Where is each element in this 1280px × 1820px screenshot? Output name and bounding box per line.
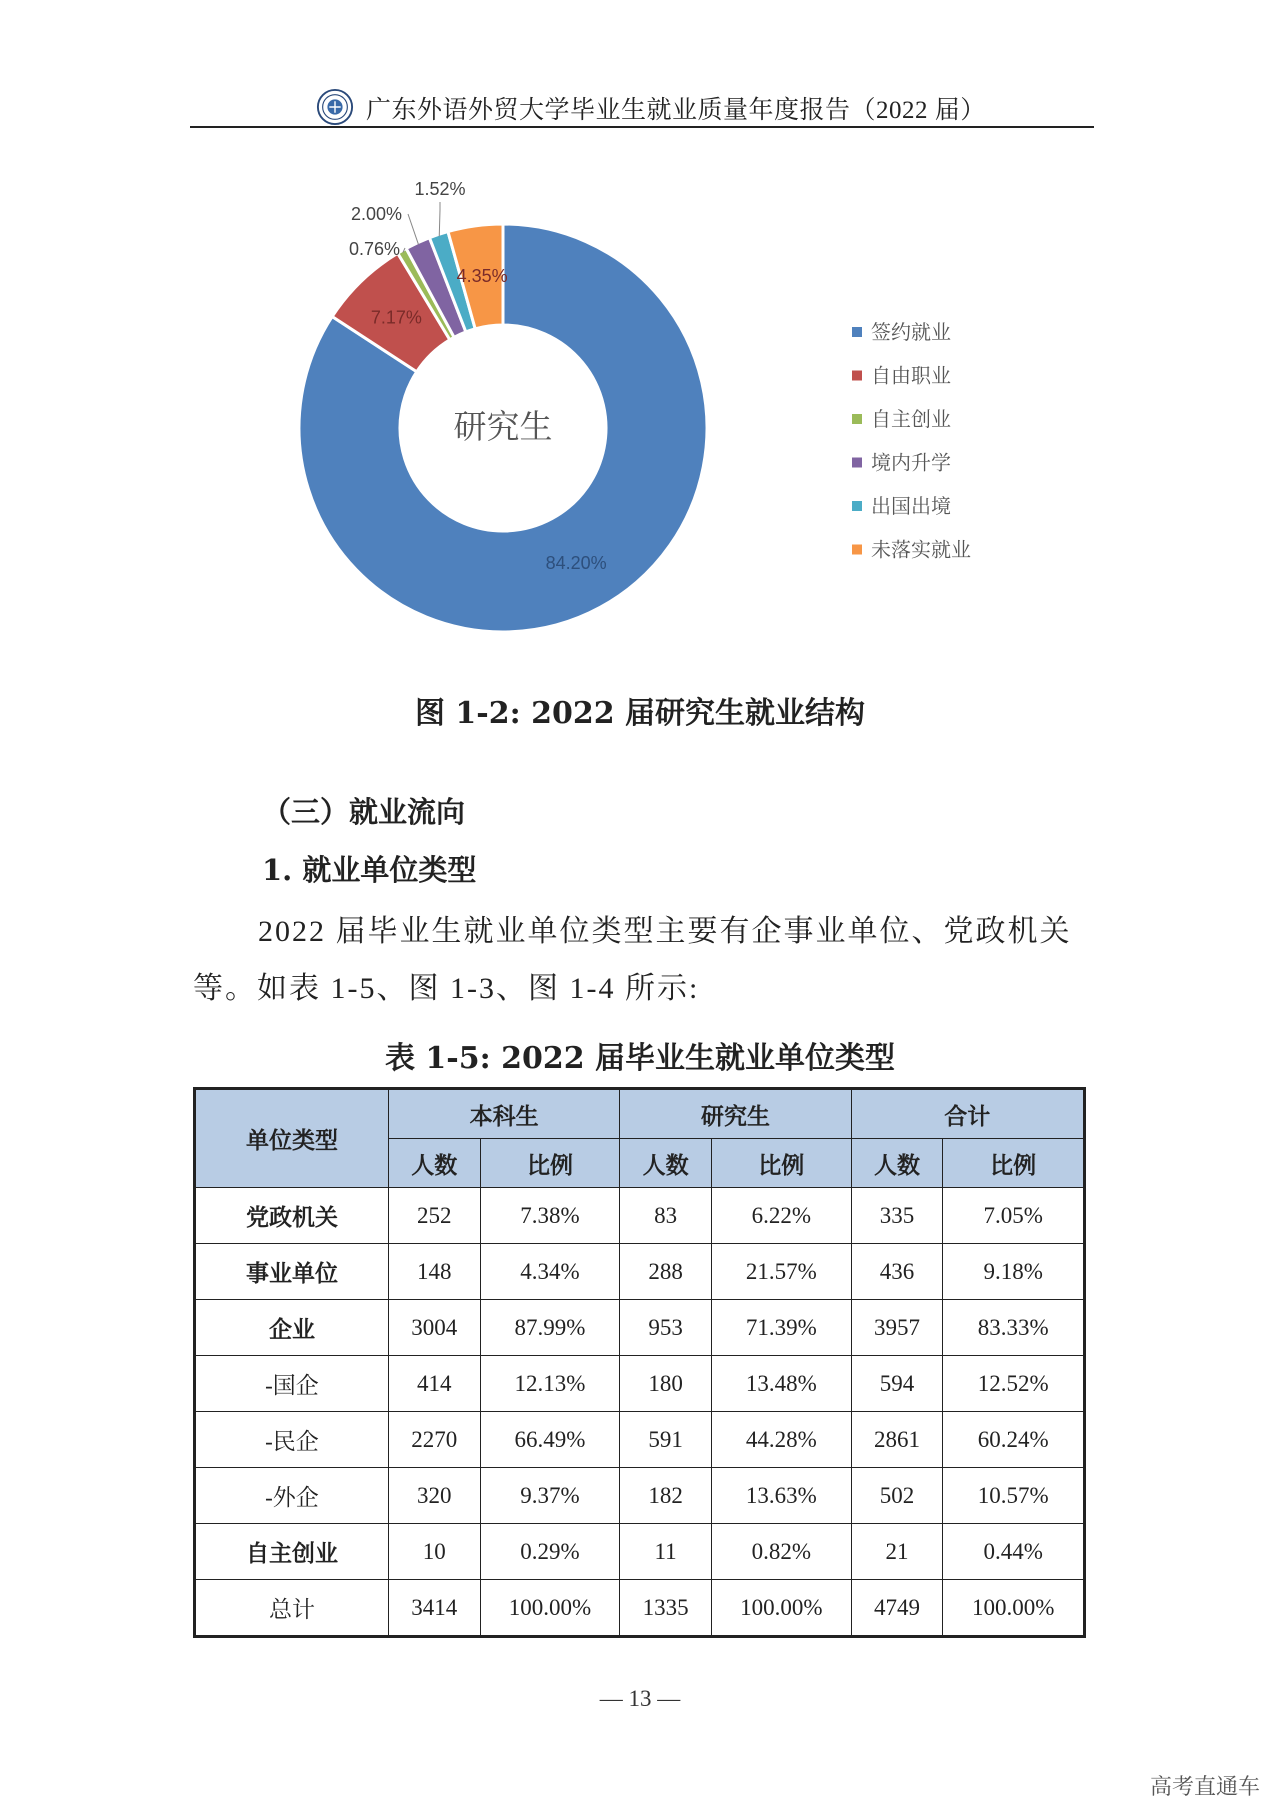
sub-header: 比例	[943, 1139, 1085, 1188]
group-header-postgrad: 研究生	[620, 1089, 851, 1139]
table-cell: 100.00%	[480, 1580, 620, 1637]
legend-label: 出国出境	[871, 496, 951, 518]
row-label: 企业	[195, 1300, 389, 1356]
table-row	[195, 1580, 1085, 1637]
table-cell: 60.24%	[943, 1412, 1085, 1468]
row-label: 事业单位	[195, 1244, 389, 1300]
table-cell: 9.37%	[480, 1468, 620, 1524]
legend-label: 境内升学	[871, 452, 951, 475]
table-cell: 100.00%	[943, 1580, 1085, 1637]
section-heading: （三）就业流向	[262, 795, 466, 829]
table-cell: 4749	[851, 1580, 943, 1637]
table-row	[195, 1468, 1085, 1524]
donut-chart	[0, 0, 1280, 680]
paragraph-line-2: 等。如表 1-5、图 1-3、图 1-4 所示:	[193, 972, 700, 1005]
table-cell: 10	[388, 1524, 480, 1580]
figure-caption: 图 1-2: 2022 届研究生就业结构	[414, 696, 866, 731]
value-label: 84.20%	[545, 552, 607, 573]
table-cell: 953	[620, 1300, 712, 1356]
table-cell: 3004	[388, 1300, 480, 1356]
table-cell: 335	[851, 1188, 943, 1244]
group-header-total: 合计	[851, 1089, 1084, 1139]
table-cell: 7.05%	[943, 1188, 1085, 1244]
table-cell: 2270	[388, 1412, 480, 1468]
table-cell: 83.33%	[943, 1300, 1085, 1356]
table-caption: 表 1-5: 2022 届毕业生就业单位类型	[384, 1041, 896, 1076]
leader-line	[439, 202, 440, 236]
table-cell: 182	[620, 1468, 712, 1524]
row-label: 自主创业	[195, 1524, 389, 1580]
table-cell: 21.57%	[711, 1244, 851, 1300]
table-cell: 0.82%	[711, 1524, 851, 1580]
legend-swatch	[852, 545, 862, 555]
section-subheading: 1. 就业单位类型	[262, 853, 477, 887]
table-row	[195, 1188, 1085, 1244]
row-label: 总计	[195, 1580, 389, 1637]
legend-label: 自由职业	[871, 365, 951, 388]
watermark: 高考直通车	[1149, 1774, 1260, 1799]
value-label: 7.17%	[370, 307, 422, 328]
table-cell: 0.44%	[943, 1524, 1085, 1580]
table-cell: 21	[851, 1524, 943, 1580]
table-cell: 66.49%	[480, 1412, 620, 1468]
table-row	[195, 1244, 1085, 1300]
table-cell: 44.28%	[711, 1412, 851, 1468]
legend-label: 自主创业	[871, 409, 951, 431]
table-cell: 12.13%	[480, 1356, 620, 1412]
legend-swatch	[852, 414, 862, 424]
legend-label: 签约就业	[871, 322, 951, 344]
legend-swatch	[852, 501, 862, 511]
table-cell: 100.00%	[711, 1580, 851, 1637]
group-header-undergrad: 本科生	[388, 1089, 619, 1139]
sub-header: 人数	[620, 1139, 712, 1188]
sub-header: 比例	[711, 1139, 851, 1188]
table-cell: 10.57%	[943, 1468, 1085, 1524]
table-cell: 7.38%	[480, 1188, 620, 1244]
sub-header: 比例	[480, 1139, 620, 1188]
table-cell: 0.29%	[480, 1524, 620, 1580]
row-label: -民企	[195, 1412, 389, 1468]
table-cell: 320	[388, 1468, 480, 1524]
table-row	[195, 1300, 1085, 1356]
row-label: 党政机关	[195, 1188, 389, 1244]
table-cell: 502	[851, 1468, 943, 1524]
sub-header: 人数	[851, 1139, 943, 1188]
table-cell: 591	[620, 1412, 712, 1468]
table-cell: 180	[620, 1356, 712, 1412]
value-label: 2.00%	[350, 204, 402, 224]
table-cell: 83	[620, 1188, 712, 1244]
table-cell: 4.34%	[480, 1244, 620, 1300]
table-cell: 1335	[620, 1580, 712, 1637]
table-cell: 6.22%	[711, 1188, 851, 1244]
value-label: 0.76%	[348, 239, 400, 259]
donut-center-label: 研究生	[453, 410, 553, 446]
table-row	[195, 1356, 1085, 1412]
table-cell: 12.52%	[943, 1356, 1085, 1412]
table-cell: 414	[388, 1356, 480, 1412]
table-body	[195, 1188, 1085, 1637]
table-cell: 71.39%	[711, 1300, 851, 1356]
table-cell: 3414	[388, 1580, 480, 1637]
legend-swatch	[852, 371, 862, 381]
table-cell: 13.63%	[711, 1468, 851, 1524]
table-cell: 288	[620, 1244, 712, 1300]
sub-header: 人数	[388, 1139, 480, 1188]
chart-legend	[852, 321, 971, 562]
table-cell: 2861	[851, 1412, 943, 1468]
row-label: -外企	[195, 1468, 389, 1524]
paragraph-line-1: 2022 届毕业生就业单位类型主要有企事业单位、党政机关	[258, 915, 1072, 948]
table-cell: 594	[851, 1356, 943, 1412]
legend-swatch	[852, 458, 862, 468]
table-row	[195, 1524, 1085, 1580]
row-label: -国企	[195, 1356, 389, 1412]
legend-swatch	[852, 327, 862, 337]
value-label: 4.35%	[456, 265, 508, 286]
legend-label: 未落实就业	[871, 539, 971, 562]
table-cell: 11	[620, 1524, 712, 1580]
page-number: — 13 —	[599, 1686, 681, 1711]
table-cell: 9.18%	[943, 1244, 1085, 1300]
table-row	[195, 1412, 1085, 1468]
employment-unit-table	[193, 1087, 1086, 1638]
table-cell: 436	[851, 1244, 943, 1300]
header-unit-type: 单位类型	[195, 1089, 389, 1188]
table-cell: 148	[388, 1244, 480, 1300]
table-cell: 13.48%	[711, 1356, 851, 1412]
leader-line	[408, 214, 418, 245]
table-cell: 3957	[851, 1300, 943, 1356]
value-label: 1.52%	[414, 179, 466, 199]
table-cell: 87.99%	[480, 1300, 620, 1356]
table-cell: 252	[388, 1188, 480, 1244]
header-title: 广东外语外贸大学毕业生就业质量年度报告（2022 届）	[366, 97, 986, 124]
